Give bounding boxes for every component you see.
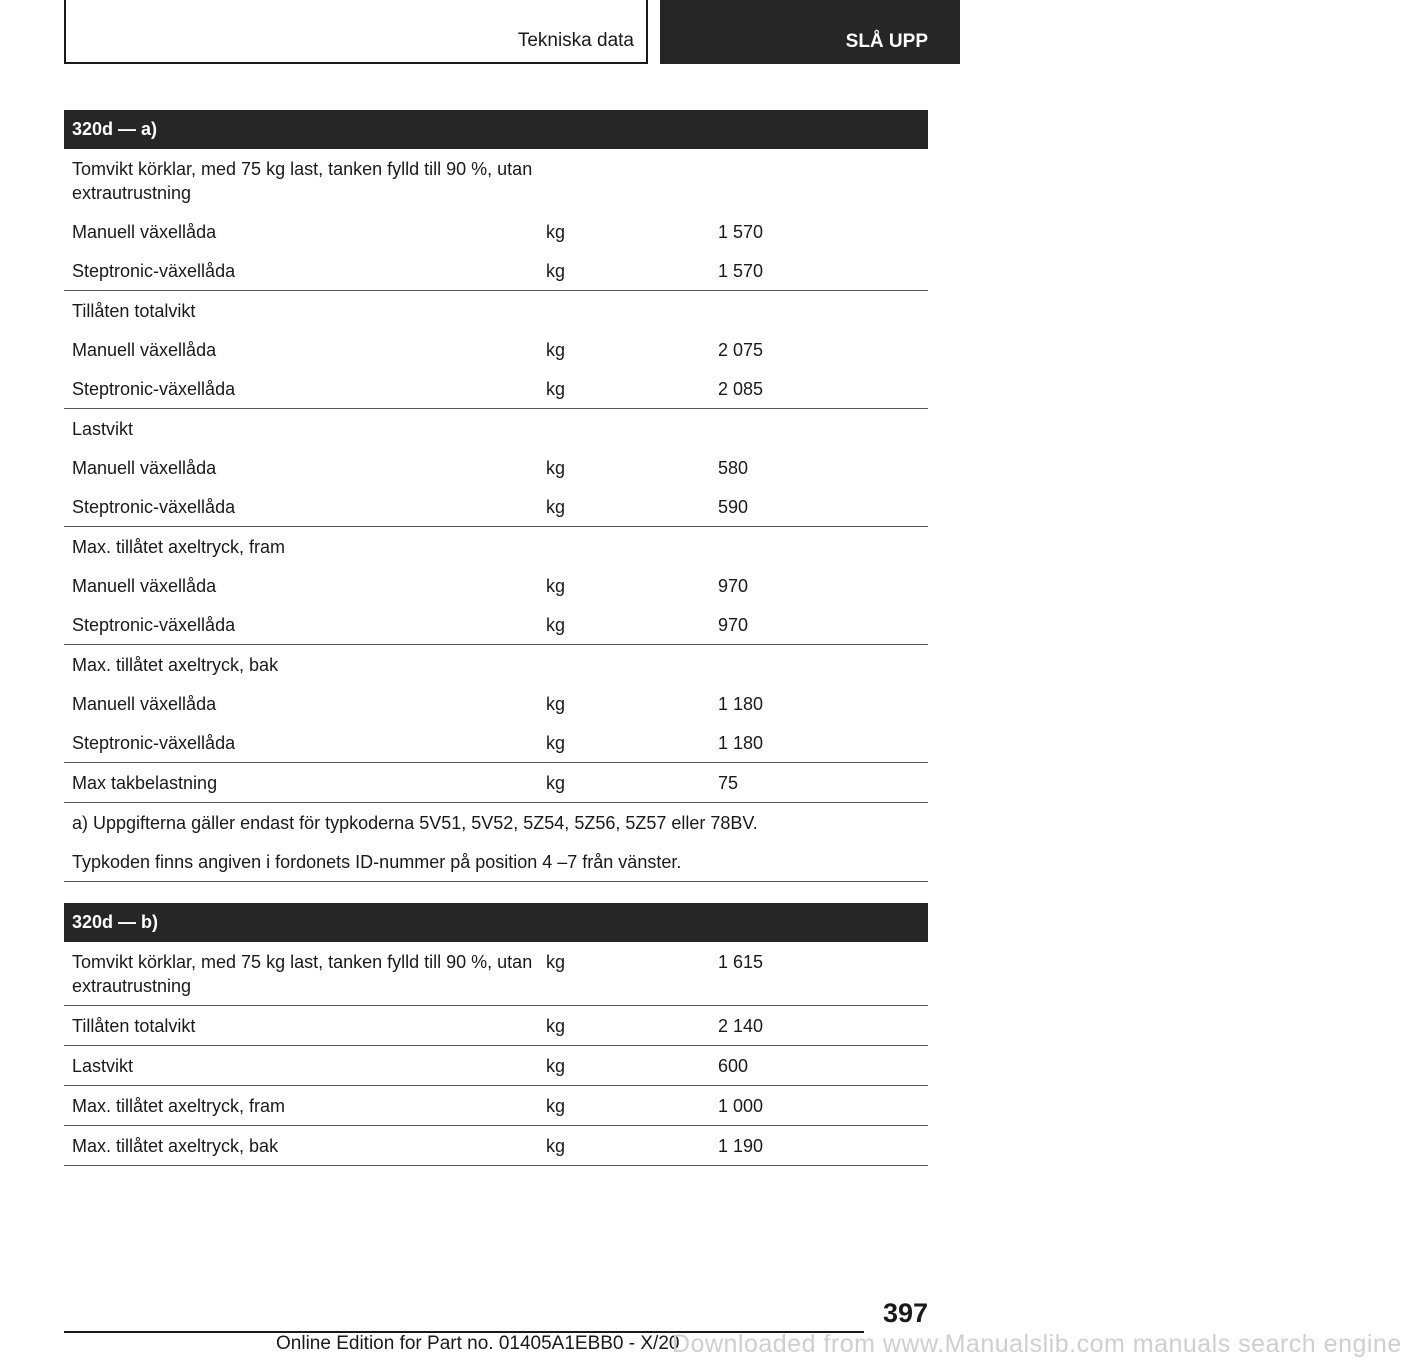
table-row: [64, 684, 928, 723]
row-value: 2 075: [718, 340, 764, 360]
watermark-text: Downloaded from www.Manualslib.com manuals search engine: [672, 1330, 1402, 1358]
table-row: [64, 409, 928, 448]
row-label: Tillåten totalvikt: [72, 1016, 196, 1036]
row-label: Max. tillåtet axeltryck, bak: [72, 655, 279, 675]
table-row: [64, 605, 928, 645]
row-label: Tomvikt körklar, med 75 kg last, tanken fylld till 90 %, utan extrautrustning: [72, 952, 533, 996]
table-a-footnotes: [64, 803, 928, 882]
row-unit: kg: [546, 952, 566, 972]
row-unit: kg: [546, 615, 566, 635]
row-label: Steptronic-växellåda: [72, 615, 236, 635]
table-row: [64, 212, 928, 251]
row-value: 580: [718, 458, 749, 478]
row-value: 75: [718, 773, 739, 793]
row-value: 1 180: [718, 733, 764, 753]
row-unit: kg: [546, 733, 566, 753]
row-unit: kg: [546, 1056, 566, 1076]
row-label: Manuell växellåda: [72, 222, 217, 242]
spec-table-a: [64, 110, 928, 882]
row-label: Lastvikt: [72, 419, 134, 439]
row-unit: kg: [546, 222, 566, 242]
row-label: Manuell växellåda: [72, 576, 217, 596]
watermark: [672, 1330, 1402, 1359]
row-unit: kg: [546, 773, 566, 793]
row-value: 1 570: [718, 222, 764, 242]
table-row: [64, 1086, 928, 1126]
row-value: 1 570: [718, 261, 764, 281]
table-row: [64, 1046, 928, 1086]
edition-text: Online Edition for Part no. 01405A1EBB0 - X/20: [276, 1333, 680, 1354]
row-value: 1 000: [718, 1096, 764, 1116]
row-label: Max takbelastning: [72, 773, 218, 793]
footnote-id-number: Typkoden finns angiven i fordonets ID-nummer på position 4 –7 från vänster.: [72, 852, 682, 872]
row-unit: kg: [546, 576, 566, 596]
row-label: Steptronic-växellåda: [72, 261, 236, 281]
table-row: [64, 645, 928, 684]
row-unit: kg: [546, 694, 566, 714]
row-value: 2 140: [718, 1016, 764, 1036]
row-value: 1 615: [718, 952, 764, 972]
row-unit: kg: [546, 497, 566, 517]
row-label: Manuell växellåda: [72, 458, 217, 478]
row-unit: kg: [546, 261, 566, 281]
table-row: [64, 723, 928, 763]
row-unit: kg: [546, 340, 566, 360]
table-row: [64, 487, 928, 527]
table-row: [64, 527, 928, 566]
row-unit: kg: [546, 1016, 566, 1036]
row-label: Manuell växellåda: [72, 694, 217, 714]
table-row: [64, 149, 928, 212]
row-label: Max. tillåtet axeltryck, bak: [72, 1136, 279, 1156]
table-row: [64, 330, 928, 369]
table-b-title: 320d — b): [64, 903, 928, 942]
table-row: [64, 369, 928, 409]
table-row: [64, 251, 928, 291]
row-value: 1 180: [718, 694, 764, 714]
row-value: 970: [718, 576, 749, 596]
table-row: [64, 291, 928, 330]
row-label: Tomvikt körklar, med 75 kg last, tanken fylld till 90 %, utan extrautrustning: [72, 159, 533, 203]
row-value: 1 190: [718, 1136, 764, 1156]
row-label: Steptronic-växellåda: [72, 379, 236, 399]
table-a-title: 320d — a): [64, 110, 928, 149]
table-row: [64, 566, 928, 605]
lookup-label: SLÅ UPP: [845, 31, 928, 52]
row-value: 2 085: [718, 379, 764, 399]
lookup-tab[interactable]: [660, 0, 960, 64]
row-label: Steptronic-växellåda: [72, 497, 236, 517]
row-label: Manuell växellåda: [72, 340, 217, 360]
section-title: Tekniska data: [517, 30, 634, 51]
row-unit: kg: [546, 1096, 566, 1116]
row-label: Max. tillåtet axeltryck, fram: [72, 1096, 286, 1116]
header-section-box: [64, 0, 648, 64]
row-label: Steptronic-växellåda: [72, 733, 236, 753]
table-row: [64, 942, 928, 1006]
table-row: [64, 1126, 928, 1166]
spec-table-b: [64, 903, 928, 1166]
footnote-type-codes: a) Uppgifterna gäller endast för typkoderna 5V51, 5V52, 5Z54, 5Z56, 5Z57 eller 78BV.: [72, 813, 758, 833]
table-row: [64, 1006, 928, 1046]
row-label: Tillåten totalvikt: [72, 301, 196, 321]
table-row: [64, 448, 928, 487]
row-value: 970: [718, 615, 749, 635]
page-number: 397: [882, 1298, 928, 1328]
row-label: Lastvikt: [72, 1056, 134, 1076]
row-unit: kg: [546, 1136, 566, 1156]
row-unit: kg: [546, 379, 566, 399]
row-unit: kg: [546, 458, 566, 478]
row-value: 590: [718, 497, 749, 517]
table-row: [64, 763, 928, 803]
row-value: 600: [718, 1056, 749, 1076]
row-label: Max. tillåtet axeltryck, fram: [72, 537, 286, 557]
